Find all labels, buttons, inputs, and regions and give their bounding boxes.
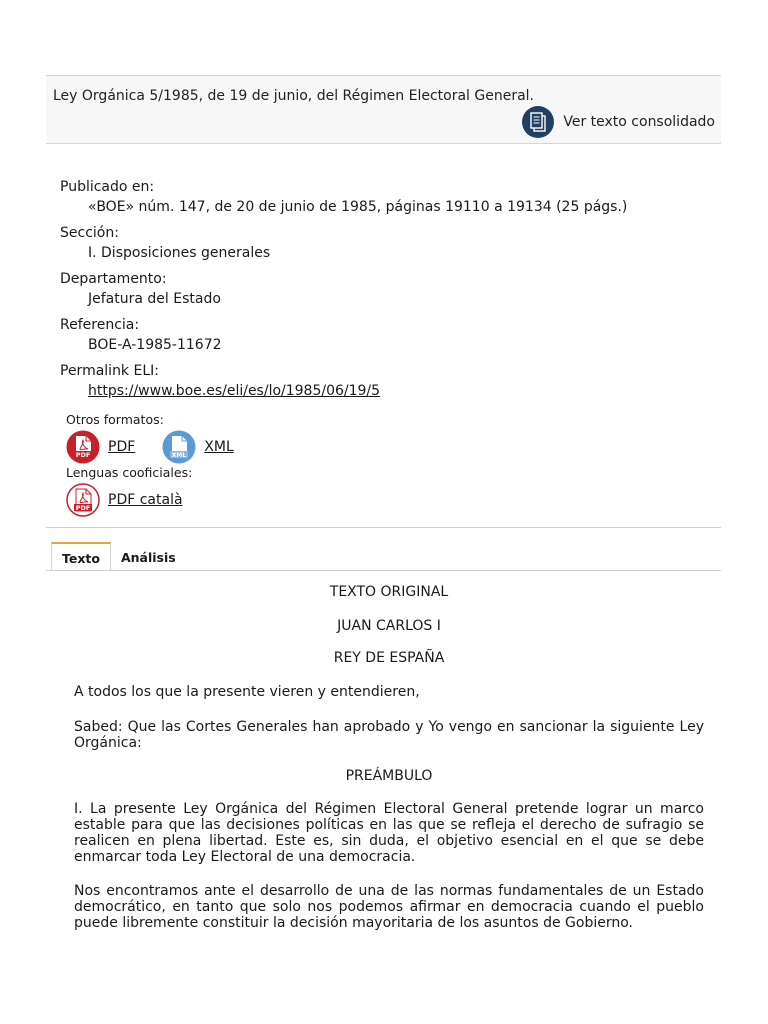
- tabs-underline: [46, 570, 721, 571]
- paragraph-intro: A todos los que la presente vieren y entendieren,: [74, 684, 420, 700]
- tab-analisis[interactable]: Análisis: [120, 550, 176, 565]
- section-divider: [46, 527, 721, 528]
- heading-texto-original: TEXTO ORIGINAL: [329, 584, 449, 600]
- department-value: Jefatura del Estado: [88, 291, 221, 307]
- tab-texto[interactable]: Texto: [51, 542, 111, 571]
- pdf-catala-link[interactable]: PDF català: [108, 492, 183, 508]
- pdf-outline-icon[interactable]: [66, 483, 100, 517]
- pdf-link[interactable]: PDF: [108, 439, 136, 455]
- published-label: Publicado en:: [60, 179, 155, 195]
- reference-value: BOE-A-1985-11672: [88, 337, 222, 353]
- published-value: «BOE» núm. 147, de 20 de junio de 1985, páginas 19110 a 19134 (25 págs.): [88, 199, 628, 215]
- pdf-icon[interactable]: [66, 430, 100, 464]
- pdf-catala-download[interactable]: [66, 483, 183, 517]
- section-label: Sección:: [60, 225, 119, 241]
- document-copy-icon[interactable]: [522, 106, 554, 138]
- document-title: Ley Orgánica 5/1985, de 19 de junio, del Régimen Electoral General.: [53, 88, 534, 104]
- department-label: Departamento:: [60, 271, 167, 287]
- heading-rey: REY DE ESPAÑA: [333, 650, 445, 666]
- other-formats-label: Otros formatos:: [66, 412, 164, 427]
- heading-juan-carlos: JUAN CARLOS I: [337, 618, 441, 634]
- consolidated-text-link[interactable]: [522, 106, 715, 138]
- other-formats: [66, 412, 466, 518]
- document-metadata: [60, 178, 710, 408]
- content-tabs: [51, 542, 186, 570]
- pdf-download[interactable]: [66, 430, 135, 464]
- svg-text:PDF: PDF: [75, 451, 91, 459]
- law-text: [74, 583, 704, 931]
- xml-download[interactable]: [162, 430, 233, 464]
- permalink-label: Permalink ELI:: [60, 363, 159, 379]
- format-links: [66, 429, 466, 465]
- permalink-link[interactable]: https://www.boe.es/eli/es/lo/1985/06/19/5: [88, 383, 381, 399]
- xml-link[interactable]: XML: [204, 439, 234, 455]
- document-header: [46, 75, 721, 144]
- section-value: I. Disposiciones generales: [88, 245, 271, 261]
- heading-preambulo: PREÁMBULO: [345, 768, 433, 784]
- co-official-languages-label: Lenguas cooficiales:: [66, 465, 193, 480]
- svg-text:XML: XML: [172, 452, 187, 459]
- paragraph-preamble-1: I. La presente Ley Orgánica del Régimen Electoral General pretende lograr un marco estable para que las decisiones políticas en las que se refleja el derecho de sufragio se realicen en plena libertad. Este es, sin duda, el objetivo esencial en el que se debe enmarcar toda Ley Electoral de una democracia.: [74, 801, 704, 865]
- permalink-value: [88, 382, 710, 400]
- svg-text:PDF: PDF: [75, 504, 91, 512]
- consolidated-text-label[interactable]: Ver texto consolidado: [563, 114, 715, 130]
- paragraph-preamble-2: Nos encontramos ante el desarrollo de una de las normas fundamentales de un Estado democrático, en tanto que solo nos podemos afirmar en democracia cuando el pueblo puede libremente constituir la decisión mayoritaria de los asuntos de Gobierno.: [74, 883, 704, 931]
- reference-label: Referencia:: [60, 317, 140, 333]
- xml-icon[interactable]: [162, 430, 196, 464]
- paragraph-sabed: Sabed: Que las Cortes Generales han aprobado y Yo vengo en sancionar la siguiente Ley Orgánica:: [74, 719, 704, 751]
- language-links: [66, 482, 466, 518]
